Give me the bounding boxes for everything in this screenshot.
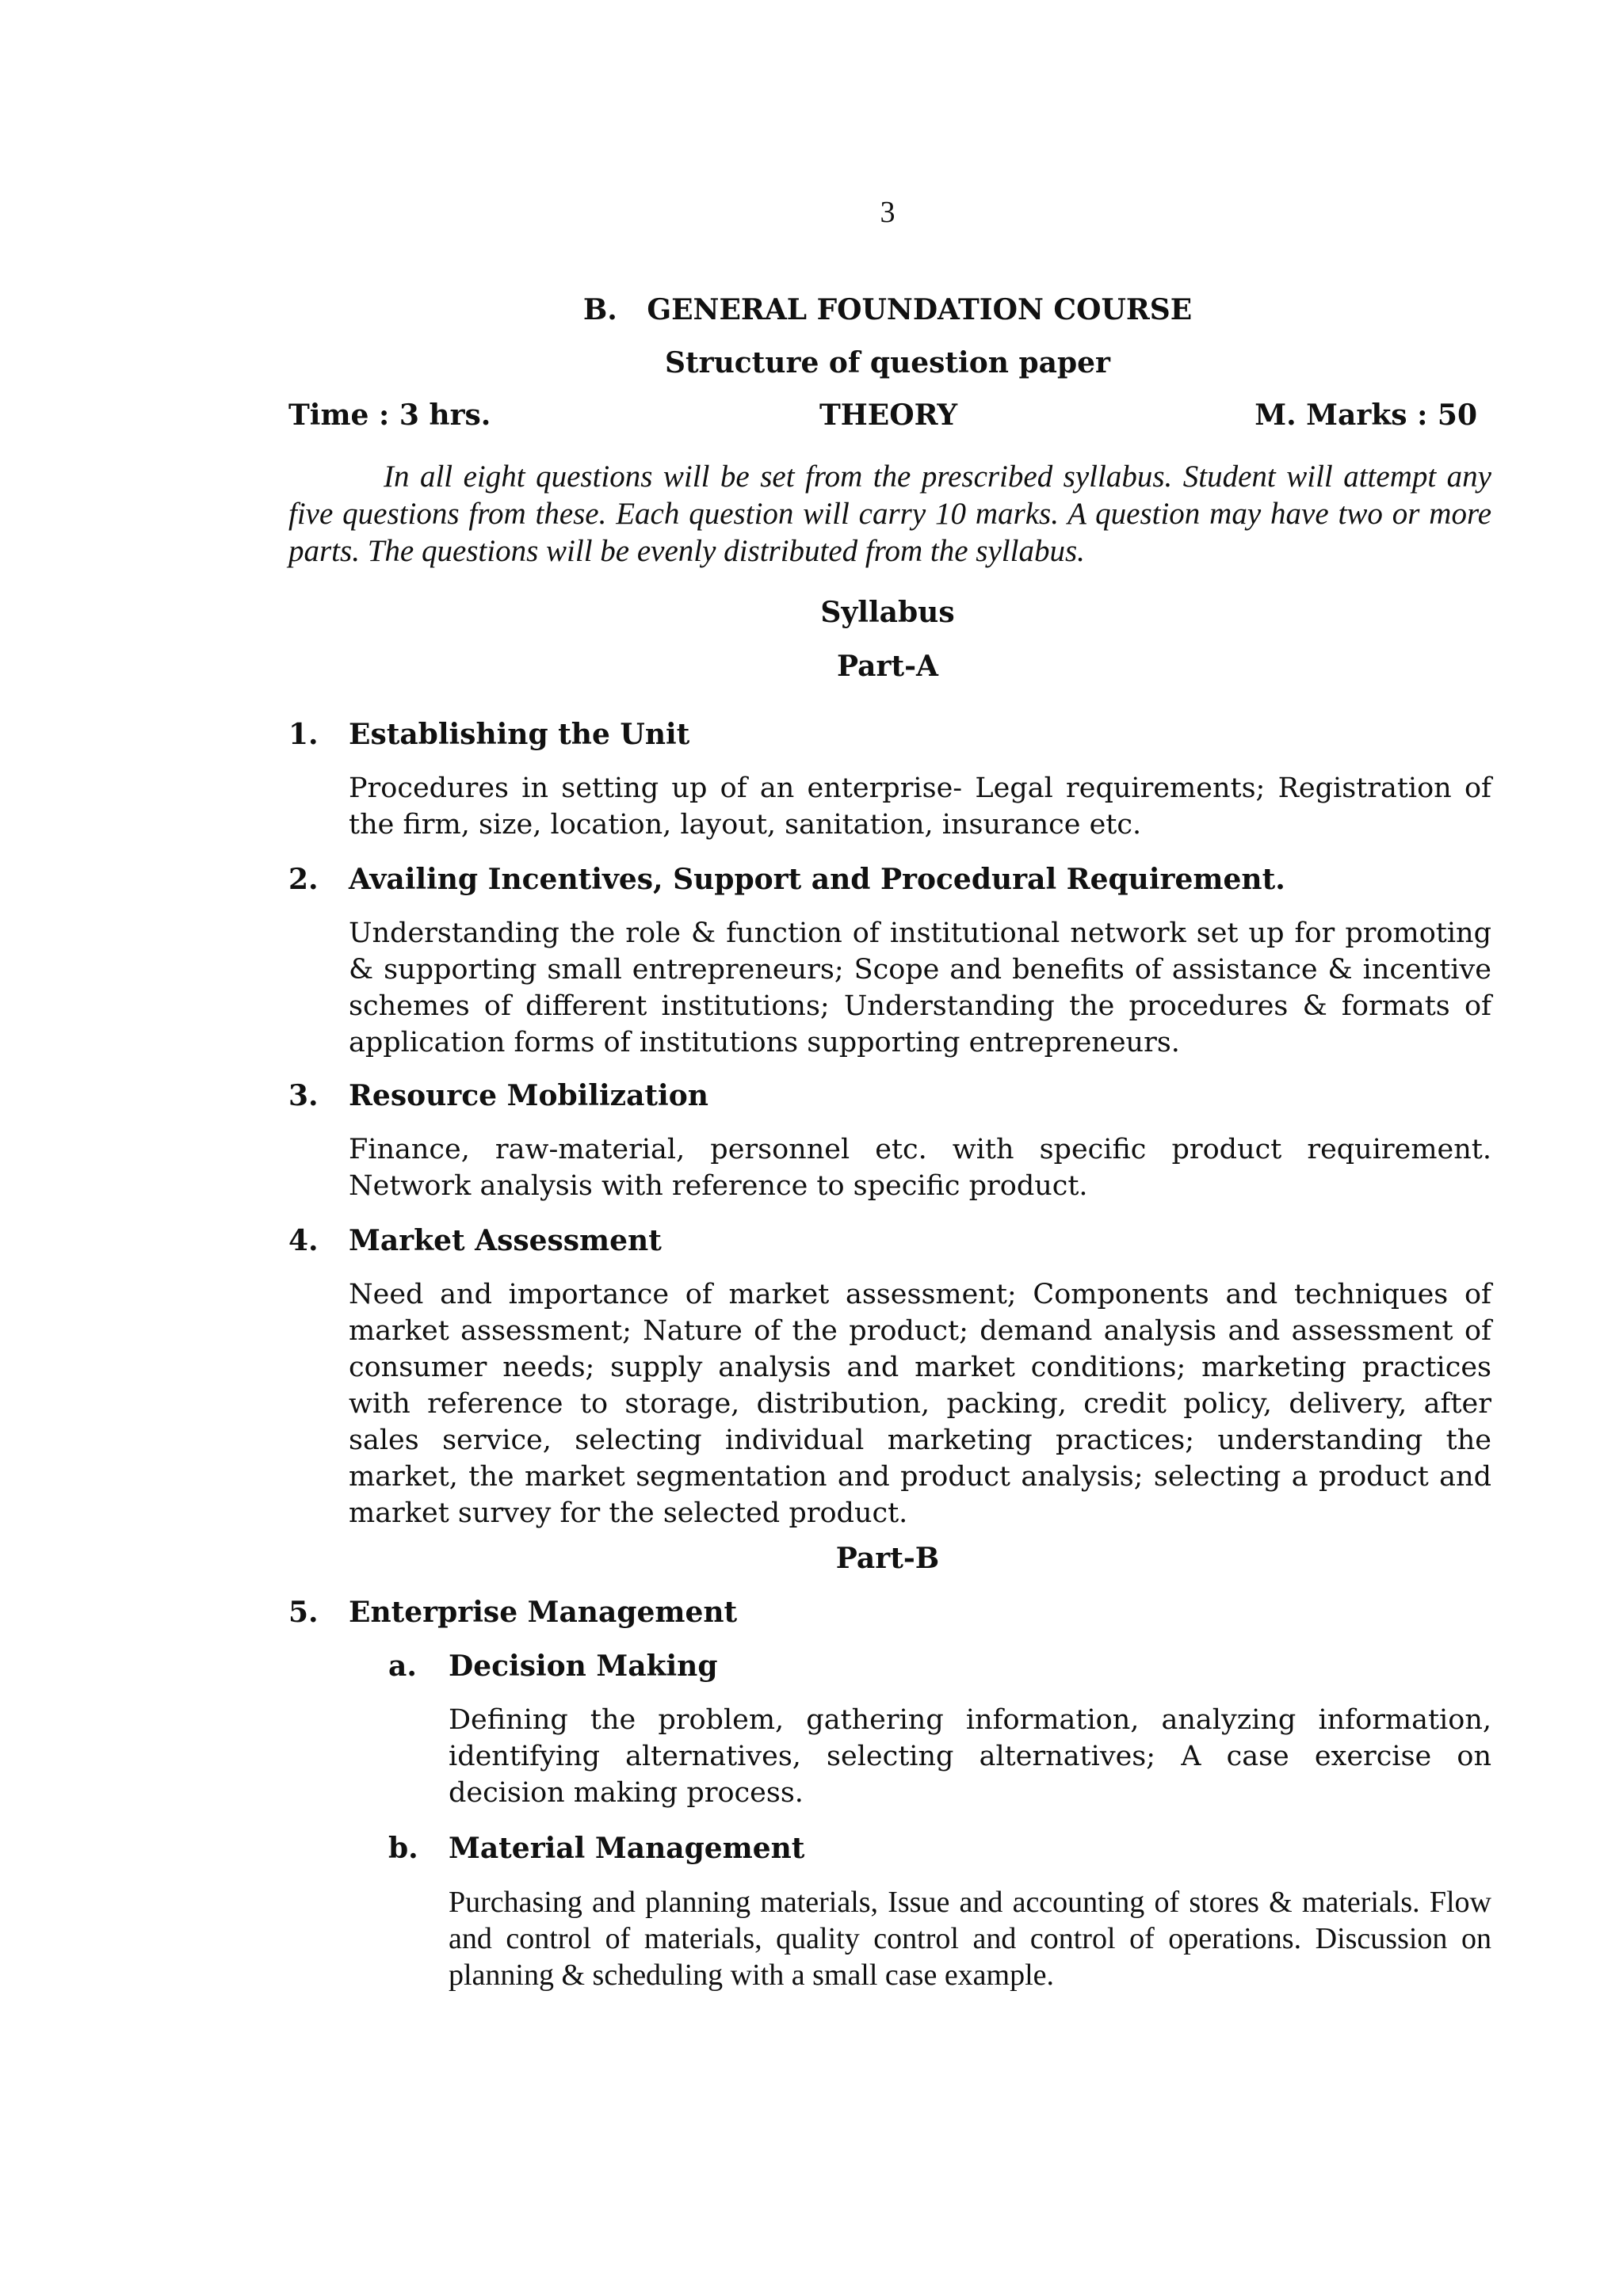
part-a-heading: Part-A [837, 650, 938, 683]
syllabus-item-5 [288, 1596, 1491, 1634]
sub-item-letter: b. [388, 1832, 418, 1865]
sub-item-title: Decision Making [449, 1650, 718, 1683]
sub-item-description: Purchasing and planning materials, Issue and accounting of stores & materials. Flow and control of materials, quality control and control of operations. Discussion on planning & scheduling with a small case example. [449, 1886, 1491, 1992]
time-label: Time : 3 hrs. [288, 399, 491, 432]
item-number: 3. [288, 1079, 319, 1112]
syllabus-item-3 [288, 1079, 1491, 1204]
max-marks-label: M. Marks : 50 [1254, 399, 1477, 432]
sub-item-description: Defining the problem, gathering information, analyzing information, identifying alternatives, selecting alternatives; A case exercise on decision making process. [449, 1704, 1491, 1809]
part-b-heading: Part-B [835, 1542, 940, 1575]
item-number: 4. [288, 1224, 319, 1257]
exam-meta-row [288, 399, 1477, 438]
sub-item-b [388, 1832, 1491, 1993]
structure-title: Structure of question paper [664, 346, 1110, 379]
page-number: 3 [880, 196, 896, 229]
theory-label: THEORY [819, 399, 958, 432]
syllabus-item-1 [288, 718, 1491, 843]
course-title: B. GENERAL FOUNDATION COURSE [582, 293, 1193, 326]
item-title: Availing Incentives, Support and Procedural Requirement. [349, 863, 1285, 896]
instructions-paragraph: In all eight questions will be set from the prescribed syllabus. Student will attempt any five questions from these. Each question will carry 10 marks. A question may have two or more parts. The questions will be evenly distributed from the syllabus. [288, 460, 1491, 568]
sub-item-title: Material Management [449, 1832, 805, 1865]
sub-item-a [388, 1650, 1491, 1811]
item-title: Establishing the Unit [349, 718, 690, 751]
item-number: 5. [288, 1596, 319, 1629]
item-description: Need and importance of market assessment; Components and techniques of market assessment; Nature of the product; demand analysis and assessment of consumer needs; supply analysis and market conditions; marketing practices with reference to storage, distribution, packing, credit policy, delivery, after sales service, selecting individual marketing practices; understanding the market, the market segmentation and product analysis; selecting a product and market survey for the selected product. [349, 1279, 1491, 1529]
sub-item-letter: a. [388, 1650, 417, 1683]
item-description: Procedures in setting up of an enterprise- Legal requirements; Registration of the firm, size, location, layout, sanitation, insurance etc. [349, 772, 1491, 841]
item-description: Finance, raw-material, personnel etc. with specific product requirement. Network analysis with reference to specific product. [349, 1134, 1491, 1202]
item-description: Understanding the role & function of institutional network set up for promoting & supporting small entrepreneurs; Scope and benefits of assistance & incentive schemes of different institutions; Understanding the procedures & formats of application forms of institutions supporting entrepreneurs. [349, 917, 1491, 1058]
item-number: 2. [288, 863, 319, 896]
syllabus-heading: Syllabus [820, 596, 955, 629]
item-title: Enterprise Management [349, 1596, 738, 1629]
syllabus-item-2 [288, 863, 1491, 1061]
item-title: Resource Mobilization [349, 1079, 708, 1112]
item-number: 1. [288, 718, 319, 751]
item-title: Market Assessment [349, 1224, 662, 1257]
syllabus-item-4 [288, 1224, 1491, 1531]
